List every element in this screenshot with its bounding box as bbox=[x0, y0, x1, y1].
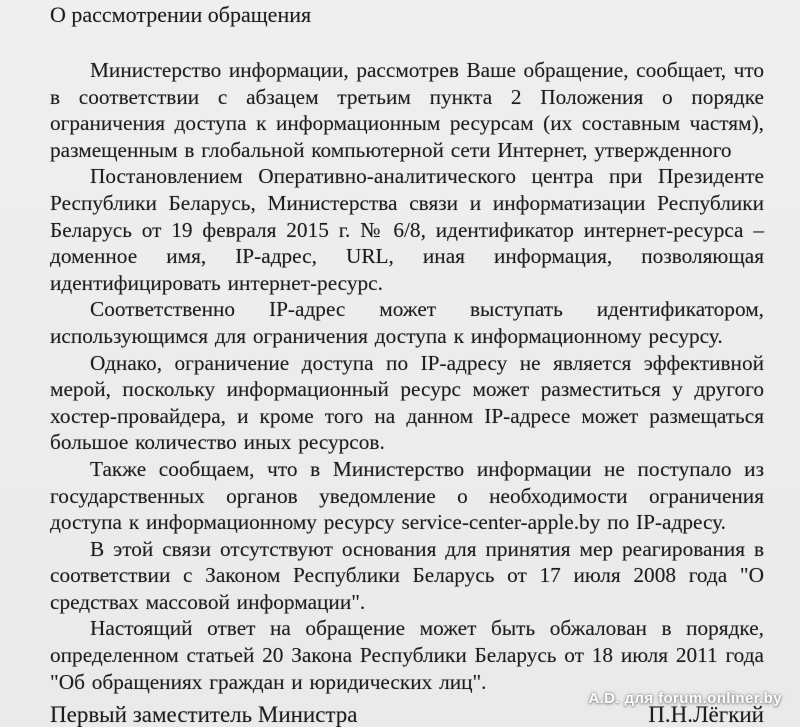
letter-subject: О рассмотрении обращения bbox=[50, 2, 312, 27]
signature-name: П.Н.Лёгкий bbox=[648, 702, 764, 727]
letter-paragraph: Настоящий ответ на обращение может быть обжалован в порядке, определенном статьей 20 Закона Республики Беларусь от 18 июля 2011 года "Об обращениях граждан и юридических лиц". bbox=[50, 616, 764, 694]
forum-watermark: A.D. для forum.onliner.by bbox=[588, 690, 782, 707]
signature-position-title: Первый заместитель Министра bbox=[50, 702, 358, 727]
letter-paragraph: Постановлением Оперативно-аналитического центра при Президенте Республики Беларусь, Министерства связи и информатизации Республики Беларусь от 19 февраля 2015 г. № 6/8, идентификатор интернет-ресурса – доменное имя, IP-адрес, URL, иная информация, позволяющая идентифицировать интернет-ресурс. bbox=[50, 164, 764, 295]
letter-paragraph: Министерство информации, рассмотрев Ваше обращение, сообщает, что в соответствии с абзацем третьим пункта 2 Положения о порядке ограничения доступа к информационным ресурсам (их составным частям), размещенным в глобальной компьютерной сети Интернет, утвержденного bbox=[50, 58, 764, 162]
letter-content bbox=[50, 2, 764, 695]
letter-paragraph: Соответственно IP-адрес может выступать идентификатором, использующимся для ограничения доступа к информационному ресурсу. bbox=[50, 297, 764, 348]
letter-paragraph: Однако, ограничение доступа по IP-адресу не является эффективной мерой, поскольку информационный ресурс может разместиться у другого хостер-провайдера, и кроме того на данном IP-адресе может размещаться большое количество иных ресурсов. bbox=[50, 350, 764, 455]
letter-body bbox=[50, 57, 764, 695]
letter-paragraph: Также сообщаем, что в Министерство информации не поступало из государственных органов уведомление о необходимости ограничения доступа к информационному ресурсу service-center-apple.by по IP-адресу. bbox=[50, 456, 764, 535]
letter-paragraph: В этой связи отсутствуют основания для принятия мер реагирования в соответствии с Законом Республики Беларусь от 17 июля 2008 года "О средствах массовой информации". bbox=[50, 536, 764, 614]
